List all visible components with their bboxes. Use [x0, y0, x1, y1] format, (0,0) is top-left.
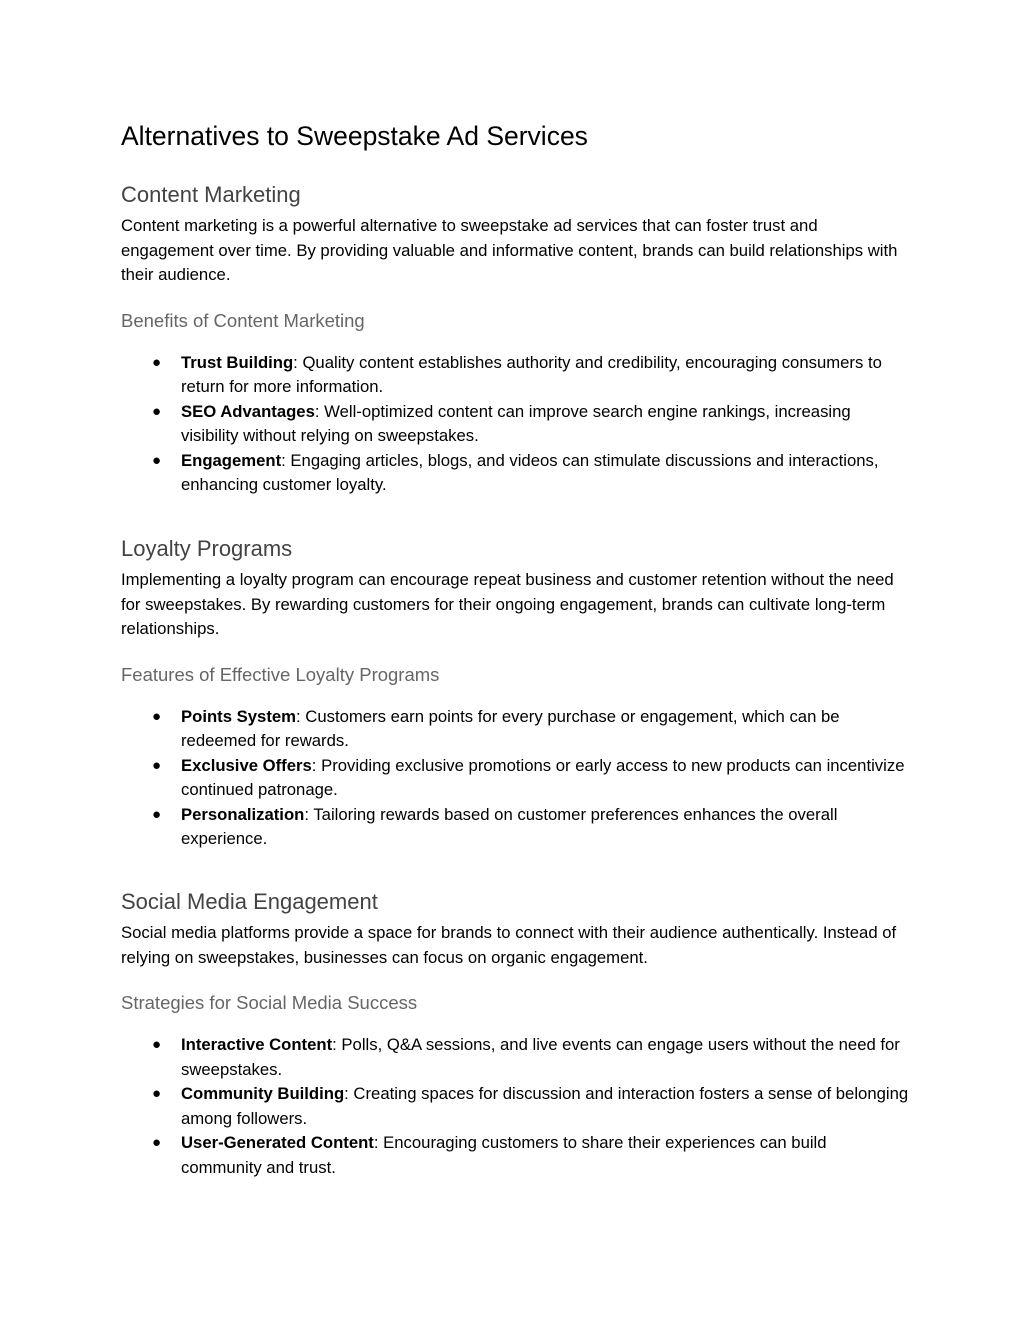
- section-subheading: Features of Effective Loyalty Programs: [121, 663, 440, 685]
- section-loyalty-programs: [121, 534, 911, 852]
- item-text: : Creating spaces for discussion and interaction fosters a sense of belonging among followers.: [181, 1084, 909, 1128]
- item-term: Personalization: [181, 804, 305, 824]
- item-text: : Providing exclusive promotions or early access to new products can incentivize continued patronage.: [181, 755, 905, 799]
- bullet-icon: ●: [152, 707, 162, 725]
- item-text: : Engaging articles, blogs, and videos can stimulate discussions and interactions, enhancing customer loyalty.: [181, 450, 879, 494]
- section-subheading: Benefits of Content Marketing: [121, 309, 365, 331]
- bullet-icon: ●: [152, 1085, 162, 1102]
- item-term: Interactive Content: [181, 1035, 333, 1054]
- bullet-icon: ●: [152, 805, 162, 823]
- bullet-icon: ●: [152, 402, 162, 420]
- list-item: [121, 449, 911, 498]
- item-term: Exclusive Offers: [181, 755, 312, 775]
- section-paragraph: Implementing a loyalty program can encourage repeat business and customer retention without the need for sweepstakes. By rewarding customers for their ongoing engagement, brands can cultivate long-term relationships.: [121, 570, 894, 638]
- item-text: : Well-optimized content can improve search engine rankings, increasing visibility without relying on sweepstakes.: [181, 401, 851, 445]
- document-title: Alternatives to Sweepstake Ad Services: [121, 121, 588, 151]
- section-paragraph: Social media platforms provide a space for brands to connect with their audience authentically. Instead of relying on sweepstakes, businesses can focus on organic engagement.: [121, 923, 897, 967]
- list-item: [121, 351, 911, 400]
- list-item: [121, 1033, 911, 1082]
- list-item: [121, 1082, 911, 1131]
- list-item: [121, 400, 911, 449]
- bullet-icon: ●: [152, 1134, 162, 1151]
- item-text: : Tailoring rewards based on customer preferences enhances the overall experience.: [181, 804, 838, 848]
- section-heading: Loyalty Programs: [121, 536, 293, 561]
- item-term: Trust Building: [181, 352, 294, 372]
- bullet-icon: ●: [152, 353, 162, 371]
- item-text: : Polls, Q&A sessions, and live events can engage users without the need for sweepstakes.: [181, 1035, 900, 1079]
- item-text: : Quality content establishes authority and credibility, encouraging consumers to return for more information.: [181, 352, 882, 396]
- item-term: Engagement: [181, 450, 282, 470]
- section-heading: Social Media Engagement: [121, 889, 378, 914]
- item-term: SEO Advantages: [181, 401, 315, 421]
- bullet-list: [121, 351, 911, 498]
- bullet-list: [121, 1033, 911, 1180]
- section-social-media-engagement: [121, 887, 911, 1180]
- section-subheading: Strategies for Social Media Success: [121, 992, 418, 1013]
- list-item: [121, 1131, 911, 1180]
- item-text: : Encouraging customers to share their experiences can build community and trust.: [181, 1133, 827, 1177]
- item-text: : Customers earn points for every purchase or engagement, which can be redeemed for rewards.: [181, 706, 840, 750]
- list-item: [121, 803, 911, 852]
- section-paragraph: Content marketing is a powerful alternative to sweepstake ad services that can foster trust and engagement over time. By providing valuable and informative content, brands can build relationships with their audience.: [121, 216, 898, 284]
- bullet-list: [121, 705, 911, 852]
- item-term: Community Building: [181, 1084, 345, 1103]
- list-item: [121, 705, 911, 754]
- section-content-marketing: [121, 180, 911, 498]
- bullet-icon: ●: [152, 451, 162, 469]
- bullet-icon: ●: [152, 1036, 162, 1053]
- item-term: User-Generated Content: [181, 1133, 374, 1152]
- item-term: Points System: [181, 706, 296, 726]
- list-item: [121, 754, 911, 803]
- bullet-icon: ●: [152, 756, 162, 774]
- section-heading: Content Marketing: [121, 182, 301, 207]
